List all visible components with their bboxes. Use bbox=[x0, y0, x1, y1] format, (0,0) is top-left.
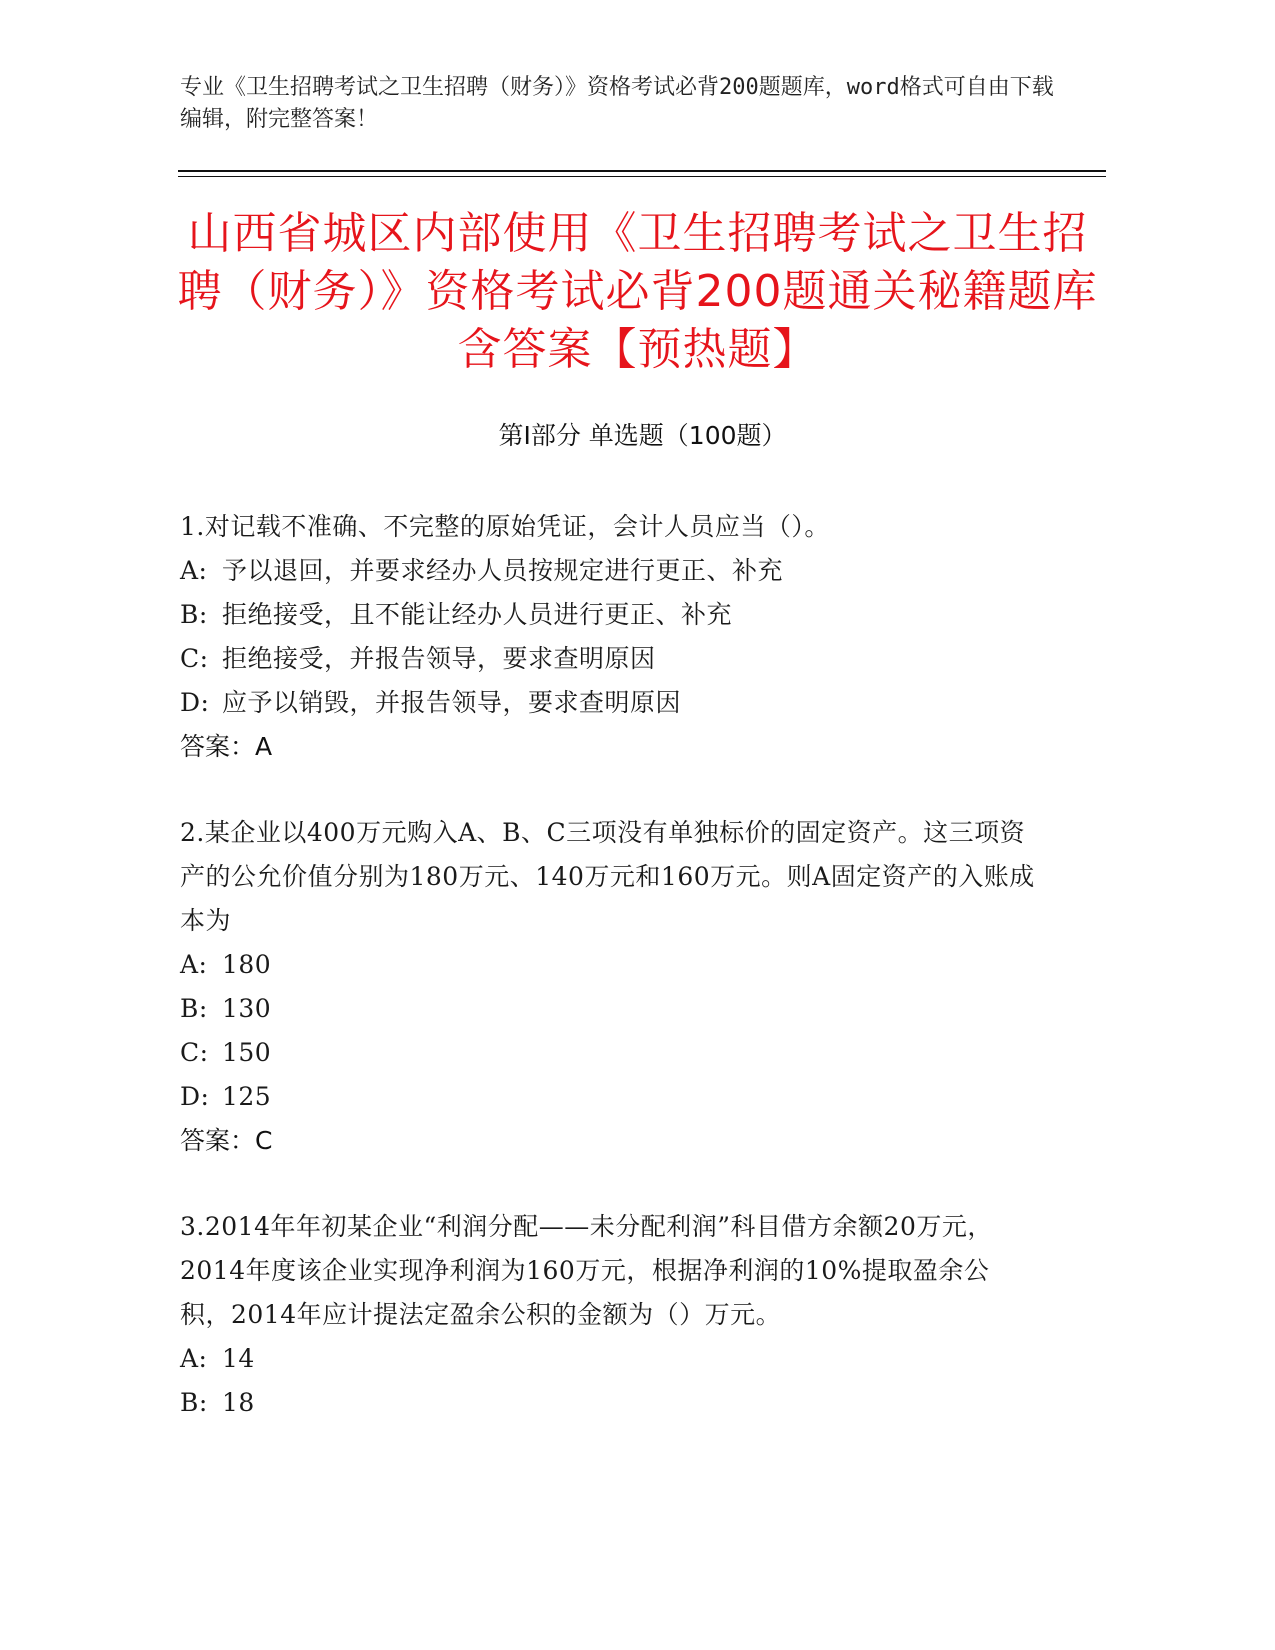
question-list bbox=[180, 505, 1040, 1467]
option-c bbox=[180, 637, 1040, 681]
option-key: B: bbox=[180, 994, 208, 1023]
option-text: 18 bbox=[222, 1388, 255, 1417]
option-text: 180 bbox=[222, 950, 272, 979]
question-1 bbox=[180, 505, 1040, 769]
option-a bbox=[180, 943, 1040, 987]
question-2 bbox=[180, 811, 1040, 1163]
option-key: B: bbox=[180, 600, 208, 629]
option-key: D: bbox=[180, 1082, 210, 1111]
question-3 bbox=[180, 1205, 1040, 1425]
answer: 答案：C bbox=[180, 1126, 273, 1155]
option-text: 125 bbox=[222, 1082, 272, 1111]
option-text: 拒绝接受，并报告领导，要求查明原因 bbox=[222, 644, 656, 673]
question-text: 2.某企业以400万元购入A、B、C三项没有单独标价的固定资产。这三项资产的公允价值分别为180万元、140万元和160万元。则A固定资产的入账成本为 bbox=[180, 818, 1035, 935]
header-divider-thick bbox=[178, 170, 1106, 172]
option-a bbox=[180, 1337, 1040, 1381]
option-d bbox=[180, 681, 1040, 725]
document-title: 山西省城区内部使用《卫生招聘考试之卫生招聘（财务）》资格考试必背200题通关秘籍题库含答案【预热题】 bbox=[177, 208, 1098, 375]
option-a bbox=[180, 549, 1040, 593]
option-key: B: bbox=[180, 1388, 208, 1417]
option-text: 拒绝接受，且不能让经办人员进行更正、补充 bbox=[222, 600, 733, 629]
header-note: 专业《卫生招聘考试之卫生招聘（财务）》资格考试必背200题题库，word格式可自由下载编辑，附完整答案！ bbox=[180, 75, 1054, 132]
option-key: A: bbox=[180, 556, 208, 585]
option-text: 130 bbox=[222, 994, 272, 1023]
option-d bbox=[180, 1075, 1040, 1119]
option-key: A: bbox=[180, 950, 208, 979]
option-text: 予以退回，并要求经办人员按规定进行更正、补充 bbox=[222, 556, 784, 585]
option-b bbox=[180, 987, 1040, 1031]
option-key: C: bbox=[180, 1038, 209, 1067]
header-divider-thin bbox=[178, 176, 1106, 177]
option-text: 150 bbox=[222, 1038, 272, 1067]
option-text: 应予以销毁，并报告领导，要求查明原因 bbox=[222, 688, 682, 717]
option-key: A: bbox=[180, 1344, 208, 1373]
option-b bbox=[180, 1381, 1040, 1425]
question-text: 1.对记载不准确、不完整的原始凭证，会计人员应当（）。 bbox=[180, 512, 830, 541]
option-text: 14 bbox=[222, 1344, 255, 1373]
option-c bbox=[180, 1031, 1040, 1075]
option-key: D: bbox=[180, 688, 210, 717]
option-b bbox=[180, 593, 1040, 637]
option-key: C: bbox=[180, 644, 209, 673]
answer: 答案：A bbox=[180, 732, 273, 761]
section-title: 第Ⅰ部分 单选题（100题） bbox=[498, 421, 787, 450]
question-text: 3.2014年年初某企业“利润分配——未分配利润”科目借方余额20万元，2014年度该企业实现净利润为160万元，根据净利润的10%提取盈余公积，2014年应计提法定盈余公积的金额为（）万元。 bbox=[180, 1212, 993, 1329]
